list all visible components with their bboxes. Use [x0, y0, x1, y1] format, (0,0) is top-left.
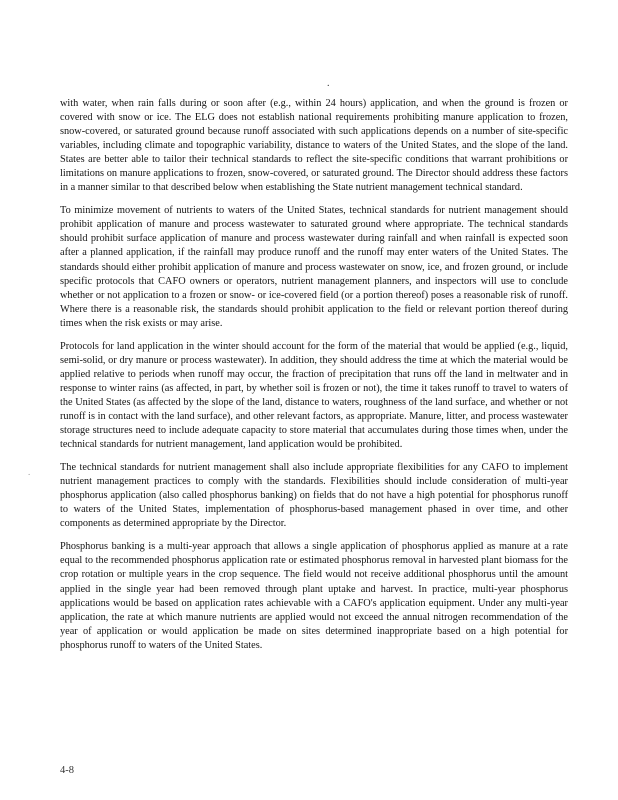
- top-center-mark: .: [327, 78, 330, 89]
- paragraph-flexibilities: The technical standards for nutrient management shall also include appropriate flexibilities for any CAFO to implement nutrient management practices to comply with the standards. Flexibilities should include consideration of multi-year phosphorus application (also called phosphorus banking) on fields that do not have a high potential for phosphorus runoff to waters of the United States, implementation of phosphorus-based management phased in over time, and other components as determined appropriate by the Director.: [60, 462, 568, 530]
- page-number: 4-8: [60, 765, 74, 776]
- body-text: [60, 97, 568, 662]
- paragraph-frozen-ground: with water, when rain falls during or soon after (e.g., within 24 hours) application, and when the ground is frozen or covered with snow or ice. The ELG does not establish national requirements prohibiting manure application to frozen, snow-covered, or saturated ground because runoff associated with such applications depends on a number of site-specific variables, including climate and topographic variability, distance to waters of the United States, and the slope of the land. States are better able to tailor their technical standards to reflect the site-specific conditions that warrant prohibitions or limitations on manure applications to frozen, snow-covered, or saturated ground. The Director should address these factors in a manner similar to that described below when establishing the State nutrient management technical standard.: [60, 98, 568, 194]
- paragraph-minimize-movement: To minimize movement of nutrients to waters of the United States, technical standards for nutrient management should prohibit application of manure and process wastewater to saturated ground where appropriate. The technical standards should prohibit surface application of manure and process wastewater during rainfall and when rainfall is expected soon after a planned application, if the rainfall may produce runoff and the runoff may enter waters of the United States. The standards should either prohibit application of manure and process wastewater on snow, ice, and frozen ground, or include specific protocols that CAFO owners or operators, nutrient management planners, and inspectors will use to conclude whether or not application to a frozen or snow- or ice-covered field (or a portion thereof) poses a reasonable risk of runoff. Where there is a reasonable risk, the standards should prohibit application to the field or relevant portion thereof during times when the risk exists or may arise.: [60, 205, 568, 329]
- paragraph-phosphorus-banking: Phosphorus banking is a multi-year approach that allows a single application of phosphorus applied as manure at a rate equal to the recommended phosphorus application rate or estimated phosphorus removal in harvested plant biomass for the crop rotation or multiple years in the crop sequence. The field would not receive additional phosphorus until the amount applied in the single year had been removed through plant uptake and harvest. In practice, multi-year phosphorus applications would be based on application rates achievable with a CAFO's application equipment. Under any multi-year application, the rate at which manure nutrients are applied would not exceed the annual nitrogen recommendation of the year of application or would application be made on sites determined inappropriate based on a high potential for phosphorus runoff to waters of the United States.: [60, 541, 568, 651]
- left-margin-mark: .: [28, 467, 31, 477]
- paragraph-winter-protocols: Protocols for land application in the winter should account for the form of the material that would be applied (e.g., liquid, semi-solid, or dry manure or process wastewater). In addition, they should address the time at which the material would be applied relative to periods when runoff may occur, the fraction of precipitation that runs off the land in meltwater and in response to winter rains (as affected, in part, by whether soil is frozen or not), the time it takes runoff to travel to waters of the United States (as affected by the slope of the land, distance to waters, roughness of the land surface, and whether or not runoff is in contact with the land surface), and other relevant factors, as appropriate. Manure, litter, and process wastewater storage structures need to include adequate capacity to store material that accumulates during those times when, under the technical standards for nutrient management, land application would be prohibited.: [60, 340, 568, 451]
